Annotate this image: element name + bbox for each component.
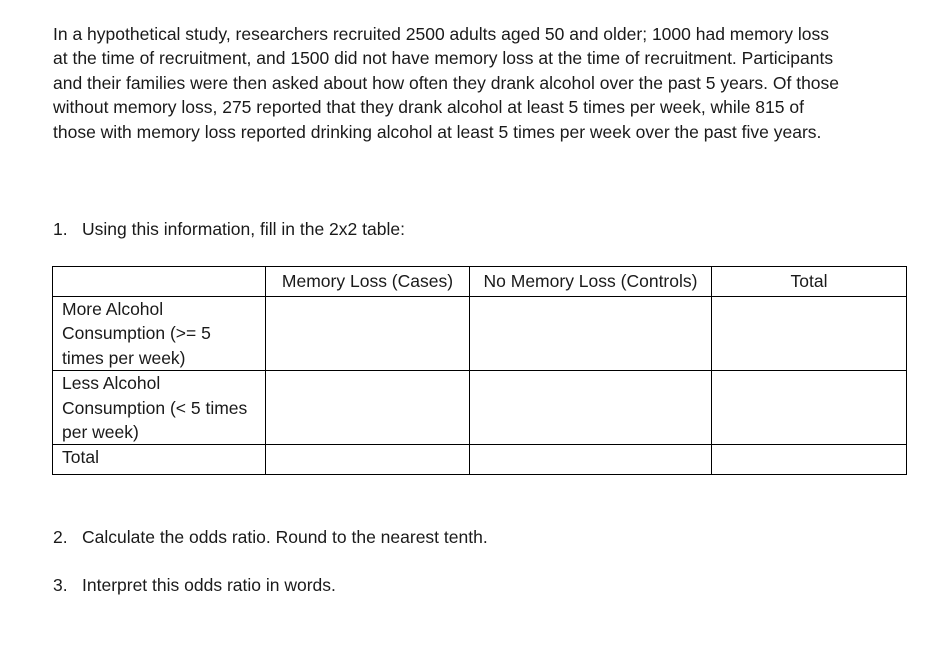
row-label-total: Total bbox=[53, 445, 266, 475]
table-header-row bbox=[53, 267, 907, 297]
question-1-text: Using this information, fill in the 2x2 table: bbox=[82, 219, 405, 239]
question-3-number: 3. bbox=[53, 575, 68, 595]
cell-more-total[interactable] bbox=[712, 297, 907, 371]
table-row bbox=[53, 445, 907, 475]
question-3 bbox=[53, 575, 336, 596]
question-2-text: Calculate the odds ratio. Round to the nearest tenth. bbox=[82, 527, 488, 547]
intro-paragraph: In a hypothetical study, researchers recruited 2500 adults aged 50 and older; 1000 had memory loss at the time of recruitment, and 1500 did not have memory loss at the time of recruitment. Participants and their families were then asked about how often they drank alcohol over the past 5 years. Of those without memory loss, 275 reported that they drank alcohol at least 5 times per week, while 815 of those with memory loss reported drinking alcohol at least 5 times per week over the past five years. bbox=[53, 24, 840, 142]
row-label-less-alcohol: Less Alcohol Consumption (< 5 times per week) bbox=[53, 371, 266, 445]
cell-grand-total[interactable] bbox=[712, 445, 907, 475]
table-row bbox=[53, 297, 907, 371]
cell-less-cases[interactable] bbox=[266, 371, 470, 445]
table-header-total: Total bbox=[712, 267, 907, 297]
question-2-number: 2. bbox=[53, 527, 68, 547]
question-3-text: Interpret this odds ratio in words. bbox=[82, 575, 336, 595]
cell-less-total[interactable] bbox=[712, 371, 907, 445]
cell-total-controls[interactable] bbox=[470, 445, 712, 475]
table-header-controls: No Memory Loss (Controls) bbox=[470, 267, 712, 297]
cell-more-cases[interactable] bbox=[266, 297, 470, 371]
row-label-more-alcohol: More Alcohol Consumption (>= 5 times per week) bbox=[53, 297, 266, 371]
table-row bbox=[53, 371, 907, 445]
table-header-corner bbox=[53, 267, 266, 297]
question-1 bbox=[53, 219, 405, 240]
two-by-two-table bbox=[52, 266, 907, 475]
question-1-number: 1. bbox=[53, 219, 68, 239]
cell-less-controls[interactable] bbox=[470, 371, 712, 445]
cell-more-controls[interactable] bbox=[470, 297, 712, 371]
cell-total-cases[interactable] bbox=[266, 445, 470, 475]
question-2 bbox=[53, 527, 488, 548]
table-header-cases: Memory Loss (Cases) bbox=[266, 267, 470, 297]
